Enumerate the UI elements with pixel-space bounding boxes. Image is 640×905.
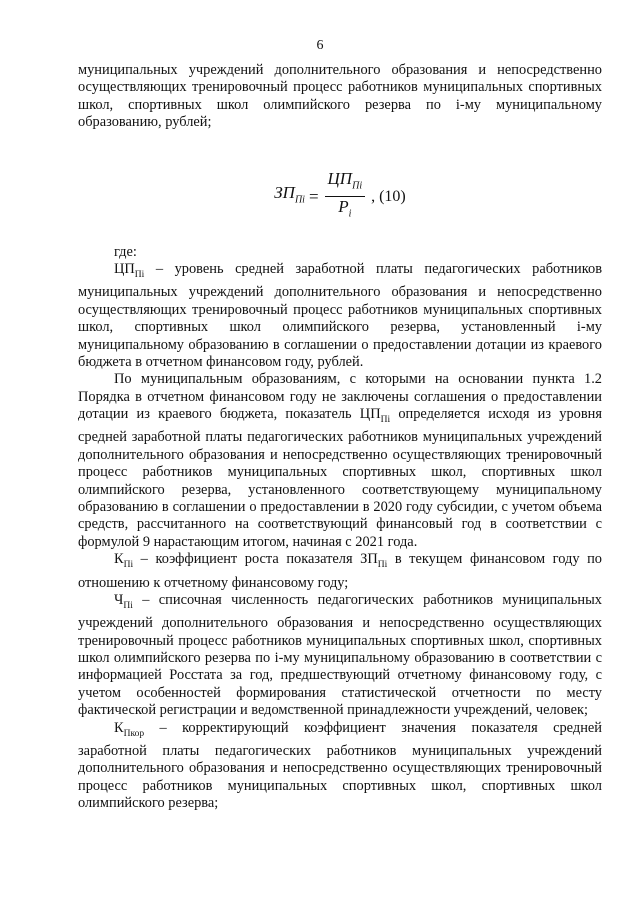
formula-10 <box>78 168 602 226</box>
formula-lhs: $ЗП_{Пi}$ <box>274 183 305 206</box>
formula-denominator: $P_i$ <box>338 197 352 220</box>
formula-fraction <box>325 170 366 223</box>
formula-number: , (10) <box>371 187 406 205</box>
paragraph-intro: муниципальных учреждений дополнительного образования и непосредственно осуществляющих тренировочный процесс работников муниципальных спортивных школ, спортивных школ олимпийского резерва по i-му муниципальному образованию, рублей; <box>78 62 602 131</box>
document-body <box>78 62 602 813</box>
formula-numerator: $ЦП_{Пi}$ <box>325 170 366 197</box>
formula-equals: = <box>308 186 319 206</box>
definition-cp: $ЦП_{Пi}$ – уровень средней заработной платы педагогических работников муниципальных учреждений дополнительного образования и непосредственно осуществляющих тренировочный процесс работников муниципальных спортивных школ, спортивных школ олимпийского резерва, установленный i-му муниципальному образованию в соглашении о предоставлении дотации из краевого бюджета в отчетном финансовом году, рублей. <box>78 261 602 370</box>
page-number: 6 <box>316 38 324 53</box>
paragraph-municipal: По муниципальным образованиям, с которыми на основании пункта 1.2 Порядка в отчетном финансовом году не заключены соглашения о предоставлении дотации из краевого бюджета, показатель $ЦП_{Пi}$ определяется исходя из уровня средней заработной платы педагогических работников муниципальных учреждений дополнительного образования и непосредственно осуществляющих тренировочный процесс работников муниципальных спортивных школ, спортивных школ олимпийского резерва, установленного соответствующему муниципальному образованию в соглашении о предоставлении в 2020 году субсидии, с учетом объема средств, рассчитанного на соответствующий финансовый год в соответствии с формулой 9 нарастающим итогом, начиная с 2021 года. <box>78 371 602 550</box>
definition-ch: $Ч_{Пi}$ – списочная численность педагогических работников муниципальных учреждений дополнительного образования и непосредственно осуществляющих тренировочный процесс работников муниципальных спортивных школ, спортивных школ олимпийского резерва по i-му муниципальному образованию в соответствии с информацией Росстата за год, предшествующий отчетному финансовому году, с учетом особенностей формирования статистической отчетности по месту фактической регистрации и ведомственной принадлежности учреждений, человек; <box>78 591 602 719</box>
definition-k: $К_{Пi}$ – коэффициент роста показателя $ЗП_{Пi}$ в текущем финансовом году по отношению к отчетному финансовому году; <box>78 551 602 591</box>
definition-kkor: $К_{Пкор}$ – корректирующий коэффициент значения показателя средней заработной платы педагогических работников муниципальных учреждений дополнительного образования и непосредственно осуществляющих тренировочный процесс работников муниципальных спортивных школ, спортивных школ олимпийского резерва; <box>78 719 602 812</box>
where-label: где: <box>114 243 137 260</box>
